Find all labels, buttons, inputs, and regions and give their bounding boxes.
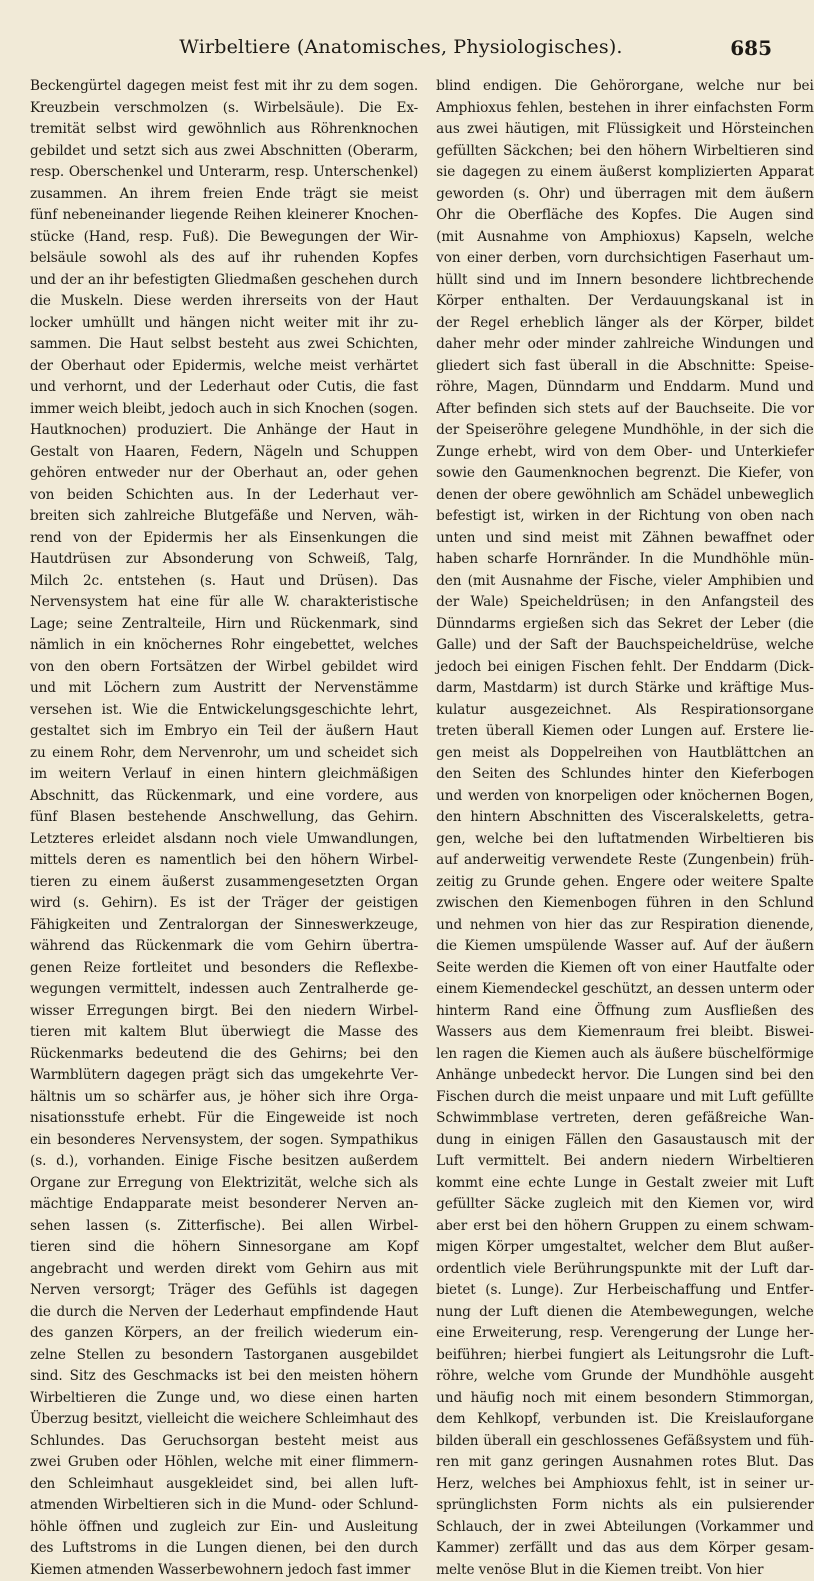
text-line: gefüllter Säcke zugleich mit den Kiemen vor, wird xyxy=(436,1194,814,1216)
text-line: ordentlich viele Berührungspunkte mit der Luft dar- xyxy=(436,1259,814,1281)
text-line: während das Rückenmark die vom Gehirn übertra- xyxy=(30,936,418,958)
text-line: Dünndarms ergießen sich das Sekret der Leber (die xyxy=(436,614,814,636)
text-line: aber erst bei den höhern Gruppen zu einem schwam- xyxy=(436,1216,814,1238)
text-line: zelne Stellen zu besondern Tastorganen ausgebildet xyxy=(30,1345,418,1367)
text-line: sie dagegen zu einem äußerst komplizierten Apparat xyxy=(436,162,814,184)
text-line: wegungen vermittelt, indessen auch Zentralherde ge- xyxy=(30,979,418,1001)
text-line: belsäule sowohl als des auf ihr ruhenden Kopfes xyxy=(30,248,418,270)
page-header xyxy=(30,36,772,70)
text-line: einem Kiemendeckel geschützt, an dessen unterm oder xyxy=(436,979,814,1001)
text-line: und werden von knorpeligen oder knöchernen Bogen, xyxy=(436,786,814,808)
text-line: haben scharfe Hornränder. In die Mundhöhle mün- xyxy=(436,549,814,571)
text-line: fünf nebeneinander liegende Reihen kleinerer Knochen- xyxy=(30,205,418,227)
text-line: Überzug besitzt, vielleicht die weichere Schleimhaut des xyxy=(30,1409,418,1431)
text-line: und der an ihr befestigten Gliedmaßen geschehen durch xyxy=(30,270,418,292)
text-line: beiführen; hierbei fungiert als Leitungsrohr die Luft- xyxy=(436,1345,814,1367)
text-line: aus zwei häutigen, mit Flüssigkeit und Hörsteinchen xyxy=(436,119,814,141)
text-line: Ohr die Oberfläche des Kopfes. Die Augen sind xyxy=(436,205,814,227)
text-line: nisationsstufe erhebt. Für die Eingeweide ist noch xyxy=(30,1108,418,1130)
text-line: atmenden Wirbeltieren sich in die Mund- oder Schlund- xyxy=(30,1495,418,1517)
text-line: tieren zu einem äußerst zusammengesetzten Organ xyxy=(30,872,418,894)
text-line: der Regel erheblich länger als der Körper, bildet xyxy=(436,313,814,335)
text-line: nämlich in ein knöchernes Rohr eingebettet, welches xyxy=(30,635,418,657)
text-line: migen Körper umgestaltet, welcher dem Blut außer- xyxy=(436,1237,814,1259)
text-line: den Schleimhaut ausgekleidet sind, bei allen luft- xyxy=(30,1474,418,1496)
text-line: und verhornt, und der Lederhaut oder Cutis, die fast xyxy=(30,377,418,399)
text-line: kulatur ausgezeichnet. Als Respirationsorgane xyxy=(436,700,814,722)
text-line: Hautknochen) produziert. Die Anhänge der Haut in xyxy=(30,420,418,442)
text-line: röhre, Magen, Dünndarm und Enddarm. Mund und xyxy=(436,377,814,399)
text-line: Galle) und der Saft der Bauchspeicheldrüse, welche xyxy=(436,635,814,657)
text-line: len ragen die Kiemen auch als äußere büschelförmige xyxy=(436,1044,814,1066)
text-line: daher mehr oder minder zahlreiche Windungen und xyxy=(436,334,814,356)
text-line: Fischen durch die meist unpaare und mit Luft gefüllte xyxy=(436,1087,814,1109)
text-line: mächtige Endapparate meist besonderer Nerven an- xyxy=(30,1194,418,1216)
text-line: blind endigen. Die Gehörorgane, welche nur bei xyxy=(436,76,814,98)
text-line: Letzteres erleidet alsdann noch viele Umwandlungen, xyxy=(30,829,418,851)
text-line: und häufig noch mit einem besondern Stimmorgan, xyxy=(436,1388,814,1410)
text-line: die Muskeln. Diese werden ihrerseits von der Haut xyxy=(30,291,418,313)
text-line: Wassers aus dem Kiemenraum frei bleibt. Biswei- xyxy=(436,1022,814,1044)
text-line: fünf Blasen bestehende Anschwellung, das Gehirn. xyxy=(30,807,418,829)
text-line: melte venöse Blut in die Kiemen treibt. Von hier xyxy=(436,1560,814,1581)
text-line: nung der Luft dienen die Atembewegungen, welche xyxy=(436,1302,814,1324)
text-line: Warmblütern dagegen prägt sich das umgekehrte Ver- xyxy=(30,1065,418,1087)
text-line: röhre, welche vom Grunde der Mundhöhle ausgeht xyxy=(436,1366,814,1388)
text-line: bietet (s. Lunge). Zur Herbeischaffung und Entfer- xyxy=(436,1280,814,1302)
text-line: tieren sind die höhern Sinnesorgane am Kopf xyxy=(30,1237,418,1259)
text-line: der Oberhaut oder Epidermis, welche meist verhärtet xyxy=(30,356,418,378)
text-line: Milch 2c. entstehen (s. Haut und Drüsen). Das xyxy=(30,571,418,593)
text-line: immer weich bleibt, jedoch auch in sich Knochen (sogen. xyxy=(30,399,418,421)
text-line: (mit Ausnahme von Amphioxus) Kapseln, welche xyxy=(436,227,814,249)
text-line: unten und sind meist mit Zähnen bewaffnet oder xyxy=(436,528,814,550)
text-line: Kammer) zerfällt und das aus dem Körper gesam- xyxy=(436,1538,814,1560)
text-line: Schlundes. Das Geruchsorgan besteht meist aus xyxy=(30,1431,418,1453)
text-line: tremität selbst wird gewöhnlich aus Röhrenknochen xyxy=(30,119,418,141)
text-line: Zunge erhebt, wird von dem Ober- und Unterkiefer xyxy=(436,442,814,464)
text-line: locker umhüllt und hängen nicht weiter mit ihr zu- xyxy=(30,313,418,335)
text-line: zu einem Rohr, dem Nervenrohr, um und scheidet sich xyxy=(30,743,418,765)
text-line: Schwimmblase vertreten, deren gefäßreiche Wan- xyxy=(436,1108,814,1130)
text-line: hältnis um so schärfer aus, je höher sich ihre Orga- xyxy=(30,1087,418,1109)
text-line: Seite werden die Kiemen oft von einer Hautfalte oder xyxy=(436,958,814,980)
text-line: und nehmen von hier das zur Respiration dienende, xyxy=(436,915,814,937)
text-line: zeitig zu Grunde gehen. Engere oder weitere Spalte xyxy=(436,872,814,894)
text-line: zwischen den Kiemenbogen führen in den Schlund xyxy=(436,893,814,915)
running-title: Wirbeltiere (Anatomisches, Physiologisches). xyxy=(30,36,772,58)
text-line: gliedert sich fast überall in die Abschnitte: Speise- xyxy=(436,356,814,378)
text-line: Schlauch, der in zwei Abteilungen (Vorkammer und xyxy=(436,1517,814,1539)
text-line: des Luftstroms in die Lungen dienen, bei den durch xyxy=(30,1538,418,1560)
text-line: Rückenmarks bedeutend die des Gehirns; bei den xyxy=(30,1044,418,1066)
text-line: ren mit ganz geringen Ausnahmen rotes Blut. Das xyxy=(436,1452,814,1474)
text-line: tieren mit kaltem Blut überwiegt die Masse des xyxy=(30,1022,418,1044)
text-line: der Wale) Speicheldrüsen; in den Anfangsteil des xyxy=(436,592,814,614)
text-line: Wirbeltieren die Zunge und, wo diese einen harten xyxy=(30,1388,418,1410)
text-line: gehören entweder nur der Oberhaut an, oder gehen xyxy=(30,463,418,485)
text-line: und mit Löchern zum Austritt der Nervenstämme xyxy=(30,678,418,700)
text-line: den Seiten des Schlundes hinter den Kieferbogen xyxy=(436,764,814,786)
text-line: After befinden sich stets auf der Bauchseite. Die vor xyxy=(436,399,814,421)
text-line: dung in einigen Fällen den Gasaustausch mit der xyxy=(436,1130,814,1152)
text-line: den hintern Abschnitten des Visceralskeletts, getra- xyxy=(436,807,814,829)
text-line: Fähigkeiten und Zentralorgan der Sinneswerkzeuge, xyxy=(30,915,418,937)
text-line: resp. Oberschenkel und Unterarm, resp. Unterschenkel) xyxy=(30,162,418,184)
text-line: Organe zur Erregung von Elektrizität, welche sich als xyxy=(30,1173,418,1195)
text-line: genen Reize fortleitet und besonders die Reflexbe- xyxy=(30,958,418,980)
text-line: darm, Mastdarm) ist durch Stärke und kräftige Mus- xyxy=(436,678,814,700)
text-line: versehen ist. Wie die Entwickelungsgeschichte lehrt, xyxy=(30,700,418,722)
text-line: Amphioxus fehlen, bestehen in ihrer einfachsten Form xyxy=(436,98,814,120)
text-line: Kiemen atmenden Wasserbewohnern jedoch fast immer xyxy=(30,1560,418,1581)
text-line: (s. d.), vorhanden. Einige Fische besitzen außerdem xyxy=(30,1151,418,1173)
text-line: des ganzen Körpers, an der freilich wiederum ein- xyxy=(30,1323,418,1345)
text-line: Beckengürtel dagegen meist fest mit ihr zu dem sogen. xyxy=(30,76,418,98)
left-column xyxy=(30,76,418,1261)
text-line: gebildet und setzt sich aus zwei Abschnitten (Oberarm, xyxy=(30,141,418,163)
text-line: wird (s. Gehirn). Es ist der Träger der geistigen xyxy=(30,893,418,915)
text-line: eine Erweiterung, resp. Verengerung der Lunge her- xyxy=(436,1323,814,1345)
text-line: den (mit Ausnahme der Fische, vieler Amphibien und xyxy=(436,571,814,593)
text-columns xyxy=(30,76,772,1261)
text-line: mittels deren es namentlich bei den höhern Wirbel- xyxy=(30,850,418,872)
text-line: der Speiseröhre gelegene Mundhöhle, in der sich die xyxy=(436,420,814,442)
text-line: von beiden Schichten aus. In der Lederhaut ver- xyxy=(30,485,418,507)
text-line: Nervensystem hat eine für alle W. charakteristische xyxy=(30,592,418,614)
text-line: Lage; seine Zentralteile, Hirn und Rückenmark, sind xyxy=(30,614,418,636)
text-line: sind. Sitz des Geschmacks ist bei den meisten höhern xyxy=(30,1366,418,1388)
text-line: sowie den Gaumenknochen begrenzt. Die Kiefer, von xyxy=(436,463,814,485)
text-line: Körper enthalten. Der Verdauungskanal ist in xyxy=(436,291,814,313)
text-line: Kreuzbein verschmolzen (s. Wirbelsäule). Die Ex- xyxy=(30,98,418,120)
text-line: denen der obere gewöhnlich am Schädel unbeweglich xyxy=(436,485,814,507)
text-line: ein besonderes Nervensystem, der sogen. Sympathikus xyxy=(30,1130,418,1152)
text-line: angebracht und werden direkt vom Gehirn aus mit xyxy=(30,1259,418,1281)
text-line: bilden überall ein geschlossenes Gefäßsystem und füh- xyxy=(436,1431,814,1453)
text-line: dem Kehlkopf, verbunden ist. Die Kreislauforgane xyxy=(436,1409,814,1431)
text-line: Anhänge unbedeckt hervor. Die Lungen sind bei den xyxy=(436,1065,814,1087)
text-line: wisser Erregungen birgt. Bei den niedern Wirbel- xyxy=(30,1001,418,1023)
text-line: von einer derben, vorn durchsichtigen Faserhaut um- xyxy=(436,248,814,270)
text-line: gen meist als Doppelreihen von Hautblättchen an xyxy=(436,743,814,765)
text-line: auf anderweitig verwendete Reste (Zungenbein) früh- xyxy=(436,850,814,872)
text-line: hüllt sind und im Innern besondere lichtbrechende xyxy=(436,270,814,292)
text-line: höhle öffnen und zugleich zur Ein- und Ausleitung xyxy=(30,1517,418,1539)
text-line: Abschnitt, das Rückenmark, und eine vordere, aus xyxy=(30,786,418,808)
text-line: Luft vermittelt. Bei andern niedern Wirbeltieren xyxy=(436,1151,814,1173)
text-line: rend von der Epidermis her als Einsenkungen die xyxy=(30,528,418,550)
text-line: sammen. Die Haut selbst besteht aus zwei Schichten, xyxy=(30,334,418,356)
text-line: kommt eine echte Lunge in Gestalt zweier mit Luft xyxy=(436,1173,814,1195)
text-line: sehen lassen (s. Zitterfische). Bei allen Wirbel- xyxy=(30,1216,418,1238)
text-line: befestigt ist, wirken in der Richtung von oben nach xyxy=(436,506,814,528)
right-column xyxy=(436,76,814,1261)
text-line: Nerven versorgt; Träger des Gefühls ist dagegen xyxy=(30,1280,418,1302)
text-line: geworden (s. Ohr) und überragen mit dem äußern xyxy=(436,184,814,206)
text-line: stücke (Hand, resp. Fuß). Die Bewegungen der Wir- xyxy=(30,227,418,249)
text-line: zwei Gruben oder Höhlen, welche mit einer flimmern- xyxy=(30,1452,418,1474)
text-line: Herz, welches bei Amphioxus fehlt, ist in seiner ur- xyxy=(436,1474,814,1496)
text-line: Gestalt von Haaren, Federn, Nägeln und Schuppen xyxy=(30,442,418,464)
text-line: treten überall Kiemen oder Lungen auf. Erstere lie- xyxy=(436,721,814,743)
text-line: von den obern Fortsätzen der Wirbel gebildet wird xyxy=(30,657,418,679)
text-line: jedoch bei einigen Fischen fehlt. Der Enddarm (Dick- xyxy=(436,657,814,679)
text-line: die Kiemen umspülende Wasser auf. Auf der äußern xyxy=(436,936,814,958)
text-line: breiten sich zahlreiche Blutgefäße und Nerven, wäh- xyxy=(30,506,418,528)
text-line: hinterm Rand eine Öffnung zum Ausfließen des xyxy=(436,1001,814,1023)
text-line: sprünglichsten Form nichts als ein pulsierender xyxy=(436,1495,814,1517)
text-line: Hautdrüsen zur Absonderung von Schweiß, Talg, xyxy=(30,549,418,571)
text-line: die durch die Nerven der Lederhaut empfindende Haut xyxy=(30,1302,418,1324)
text-line: gen, welche bei den luftatmenden Wirbeltieren bis xyxy=(436,829,814,851)
text-line: zusammen. An ihrem freien Ende trägt sie meist xyxy=(30,184,418,206)
text-line: gestaltet sich im Embryo ein Teil der äußern Haut xyxy=(30,721,418,743)
text-line: gefüllten Säckchen; bei den höhern Wirbeltieren sind xyxy=(436,141,814,163)
text-line: im weitern Verlauf in einen hintern gleichmäßigen xyxy=(30,764,418,786)
page-number: 685 xyxy=(730,36,772,60)
